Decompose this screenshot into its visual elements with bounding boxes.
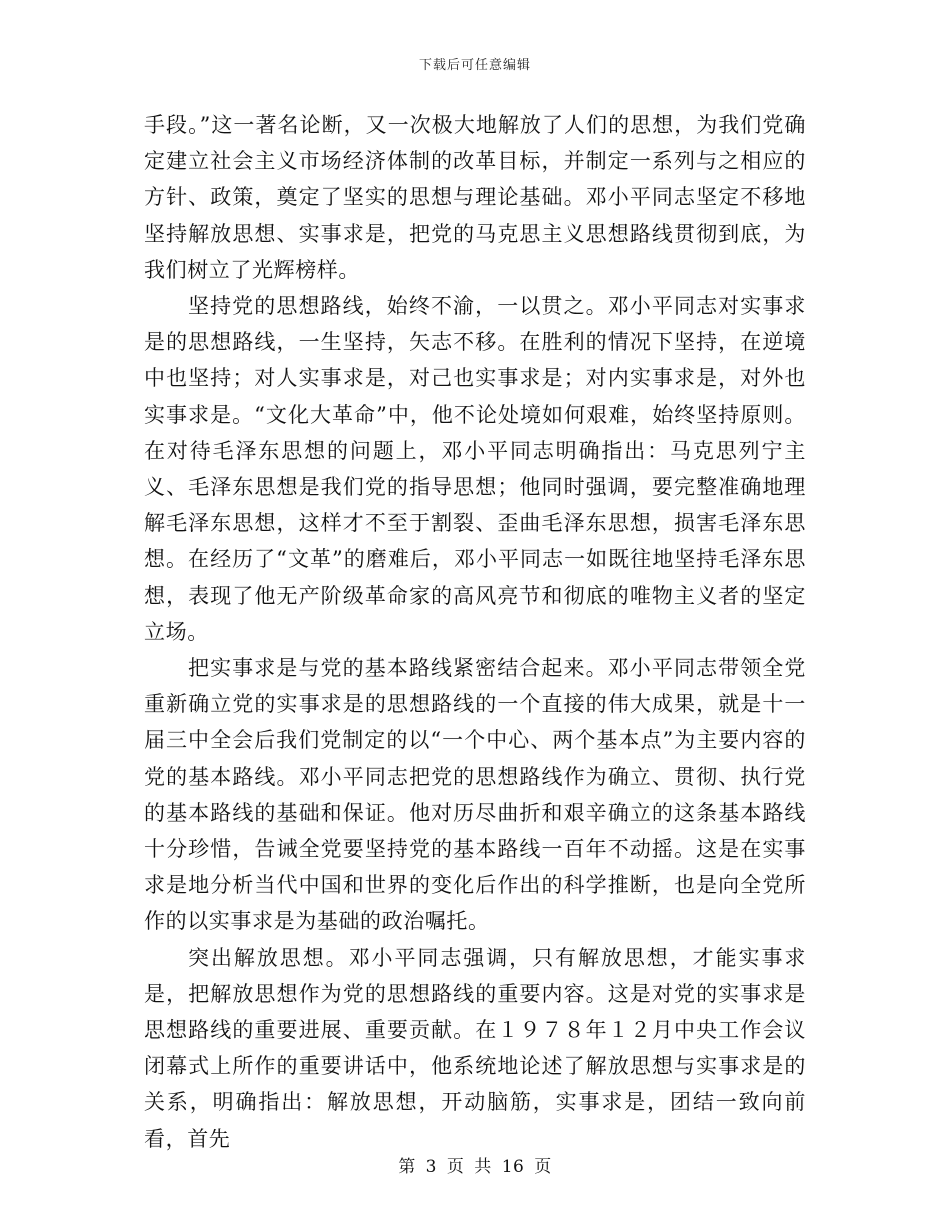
paragraph-4: 突出解放思想。邓小平同志强调，只有解放思想，才能实事求是，把解放思想作为党的思想路线的重要内容。这是对党的实事求是思想路线的重要进展、重要贡献。在１９７８年１２月中央工作会议闭幕式上所作的重要讲话中，他系统地论述了解放思想与实事求是的关系，明确指出：解放思想，开动脑筋，实事求是，团结一致向前看，首先 — [144, 945, 806, 1151]
paragraph-3: 把实事求是与党的基本路线紧密结合起来。邓小平同志带领全党重新确立党的实事求是的思想路线的一个直接的伟大成果，就是十一届三中全会后我们党制定的以“一个中心、两个基本点”为主要内容的党的基本路线。邓小平同志把党的思想路线作为确立、贯彻、执行党的基本路线的基础和保证。他对历尽曲折和艰辛确立的这条基本路线十分珍惜，告诫全党要坚持党的基本路线一百年不动摇。这是在实事求是地分析当代中国和世界的变化后作出的科学推断，也是向全党所作的以实事求是为基础的政治嘱托。 — [144, 656, 806, 934]
document-body — [144, 107, 806, 1157]
page-header: 下载后可任意编辑 — [418, 58, 531, 73]
paragraph-2: 坚持党的思想路线，始终不渝，一以贯之。邓小平同志对实事求是的思想路线，一生坚持，矢志不移。在胜利的情况下坚持，在逆境中也坚持；对人实事求是，对己也实事求是；对内实事求是，对外也实事求是。“文化大革命”中，他不论处境如何艰难，始终坚持原则。在对待毛泽东思想的问题上，邓小平同志明确指出：马克思列宁主义、毛泽东思想是我们党的指导思想；他同时强调，要完整准确地理解毛泽东思想，这样才不至于割裂、歪曲毛泽东思想，损害毛泽东思想。在经历了“文革”的磨难后，邓小平同志一如既往地坚持毛泽东思想，表现了他无产阶级革命家的高风亮节和彻底的唯物主义者的坚定立场。 — [144, 294, 806, 644]
page-number: 第 3 页 共 16 页 — [398, 1157, 552, 1177]
paragraph-1: 手段。”这一著名论断，又一次极大地解放了人们的思想，为我们党确定建立社会主义市场经济体制的改革目标，并制定一系列与之相应的方针、政策，奠定了坚实的思想与理论基础。邓小平同志坚定不移地坚持解放思想、实事求是，把党的马克思主义思想路线贯彻到底，为我们树立了光辉榜样。 — [144, 113, 806, 282]
